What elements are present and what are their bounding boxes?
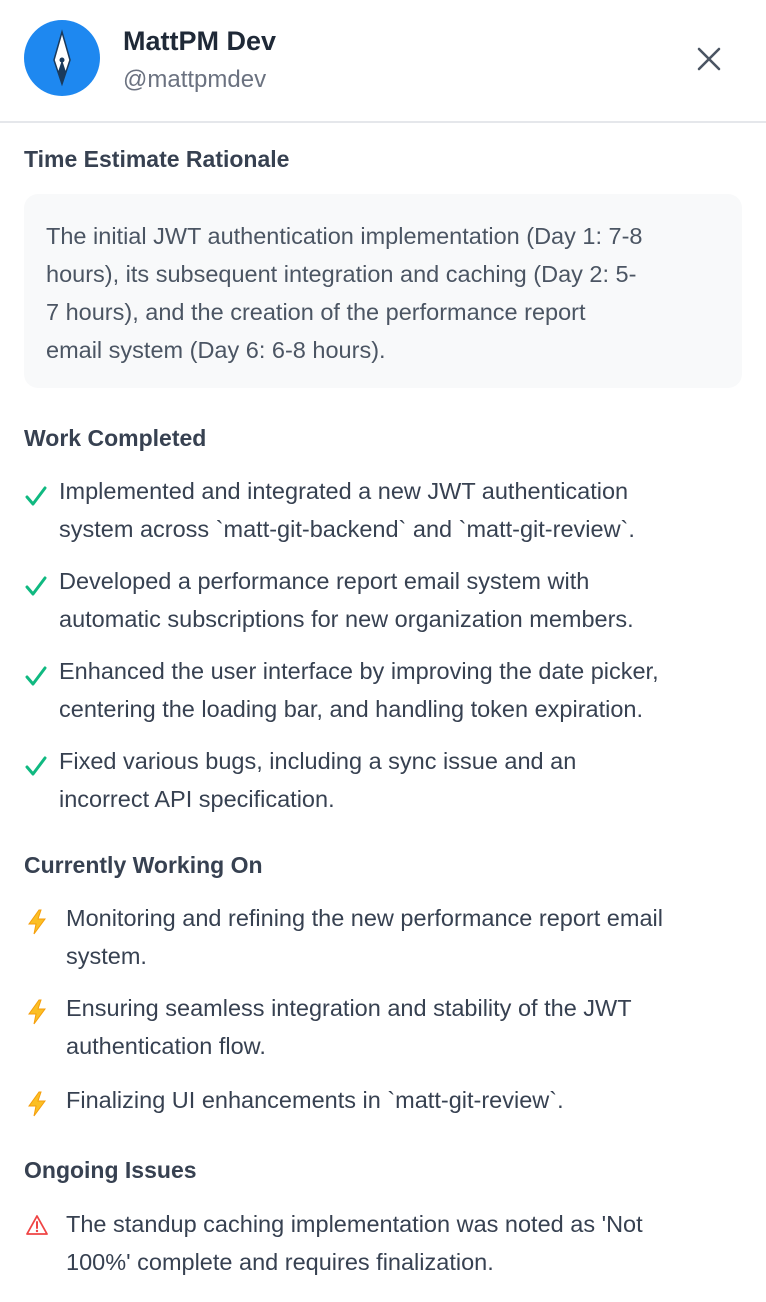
rationale-box xyxy=(24,194,742,388)
lightning-icon xyxy=(26,998,48,1026)
list-item-line: incorrect API specification. xyxy=(59,786,335,812)
rationale-line: 7 hours), and the creation of the performance report xyxy=(46,299,586,325)
list-item-line: authentication flow. xyxy=(66,1033,266,1059)
checkmark-icon xyxy=(24,574,48,598)
rationale-line: email system (Day 6: 6-8 hours). xyxy=(46,337,386,363)
profile-header xyxy=(0,0,766,123)
list-item-line: system. xyxy=(66,943,147,969)
list-item-line: centering the loading bar, and handling token expiration. xyxy=(59,696,644,722)
warning-icon xyxy=(25,1214,49,1236)
rationale-line: The initial JWT authentication implementation (Day 1: 7-8 xyxy=(46,223,643,249)
list-item-line: Ensuring seamless integration and stability of the JWT xyxy=(66,995,632,1021)
lightning-icon xyxy=(26,908,48,936)
close-button[interactable] xyxy=(690,40,728,78)
list-item-line: Monitoring and refining the new performance report email xyxy=(66,905,663,931)
list-item-line: 100%' complete and requires finalization. xyxy=(66,1249,494,1275)
checkmark-icon xyxy=(24,664,48,688)
rationale-heading: Time Estimate Rationale xyxy=(24,146,290,172)
account-handle: @mattpmdev xyxy=(123,66,267,93)
checkmark-icon xyxy=(24,484,48,508)
currently-working-heading: Currently Working On xyxy=(24,852,263,878)
rationale-line: hours), its subsequent integration and caching (Day 2: 5- xyxy=(46,261,637,287)
close-icon[interactable] xyxy=(690,40,728,78)
avatar xyxy=(24,20,100,96)
list-item-line: Implemented and integrated a new JWT authentication xyxy=(59,478,629,504)
checkmark-icon xyxy=(24,754,48,778)
list-item-line: Finalizing UI enhancements in `matt-git-review`. xyxy=(66,1087,564,1113)
list-item-line: Enhanced the user interface by improving the date picker, xyxy=(59,658,659,684)
lightning-icon xyxy=(26,1090,48,1118)
list-item-line: Fixed various bugs, including a sync issue and an xyxy=(59,748,577,774)
list-item-line: The standup caching implementation was noted as 'Not xyxy=(66,1211,643,1237)
compass-icon xyxy=(24,20,100,96)
ongoing-issues-heading: Ongoing Issues xyxy=(24,1157,197,1183)
list-item-line: automatic subscriptions for new organization members. xyxy=(59,606,634,632)
work-completed-heading: Work Completed xyxy=(24,425,207,451)
list-item-line: Developed a performance report email system with xyxy=(59,568,590,594)
account-name: MattPM Dev xyxy=(123,26,277,56)
list-item-line: system across `matt-git-backend` and `matt-git-review`. xyxy=(59,516,635,542)
